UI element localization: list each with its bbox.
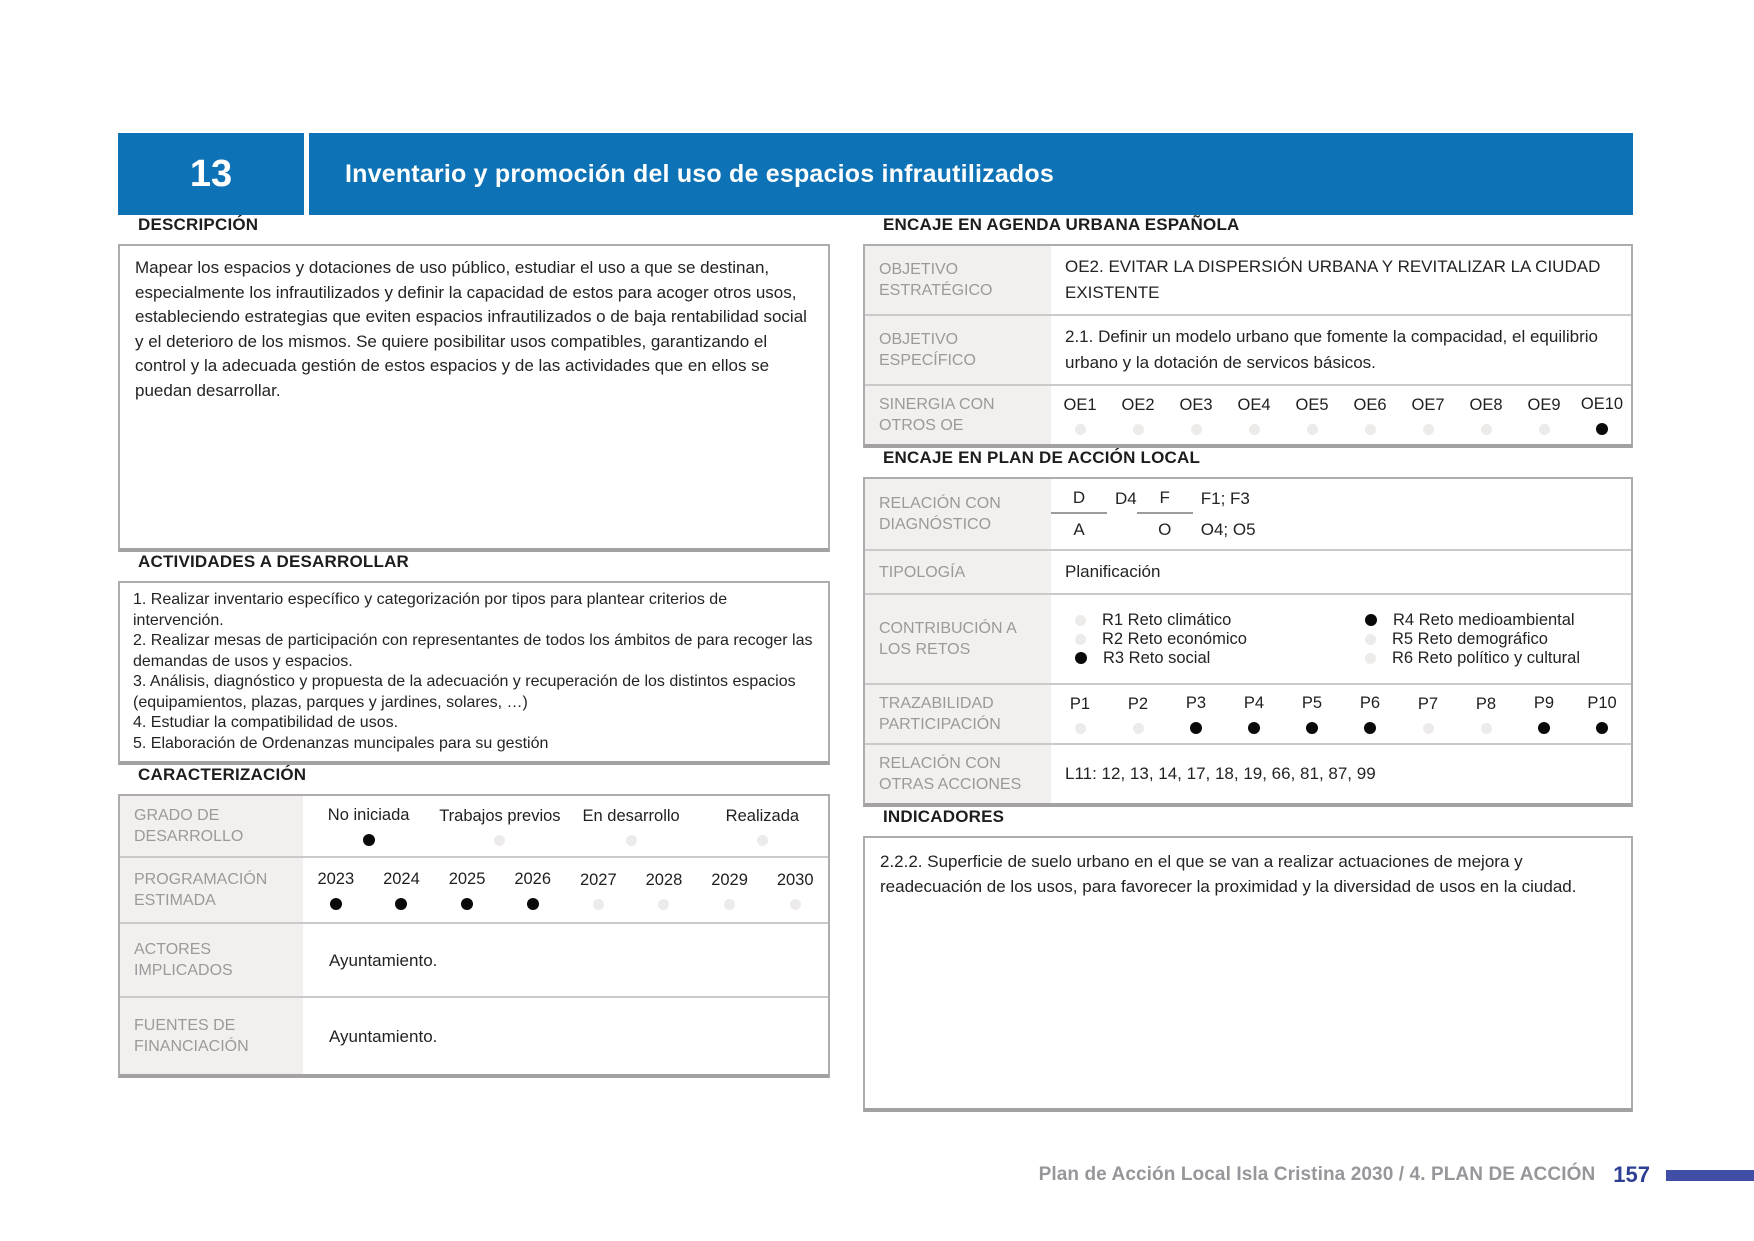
year-option [303, 862, 369, 918]
oe-dot [1539, 424, 1550, 435]
action-header [118, 133, 1633, 215]
reto-label: R4 Reto medioambiental [1393, 610, 1575, 629]
reto-option [1341, 630, 1631, 649]
tipologia-row [865, 549, 1631, 593]
oe-dot [1075, 424, 1086, 435]
sinergia-options [1051, 387, 1631, 443]
year-dot [527, 898, 539, 910]
p-dot [1190, 722, 1202, 734]
year-label: 2027 [579, 870, 617, 889]
grado-option-dot [626, 835, 637, 846]
p-option [1399, 687, 1457, 742]
oe-option [1051, 388, 1109, 443]
actividades-box [118, 581, 830, 765]
fuentes-value: Ayuntamiento. [329, 1026, 438, 1046]
oe-label: OE3 [1179, 395, 1213, 414]
grado-option [434, 799, 565, 854]
p-option [1109, 687, 1167, 742]
diagnostico-group [1051, 483, 1137, 545]
p-dot [1481, 723, 1492, 734]
reto-option [1341, 611, 1631, 630]
page-footer [1039, 1162, 1754, 1188]
oe-dot [1423, 424, 1434, 435]
grado-option-label: Realizada [725, 806, 800, 825]
year-dot [658, 899, 669, 910]
indicadores-heading: INDICADORES [883, 807, 1005, 826]
grado-option-dot [494, 835, 505, 846]
page-content [118, 215, 1633, 1112]
activity-item: 3. Análisis, diagnóstico y propuesta de la adecuación y recuperación de los distintos espacios (equipamientos, plazas, parques y jardines, solares, …) [133, 673, 796, 711]
diagnostico-group [1137, 483, 1256, 545]
trazabilidad-row [865, 683, 1631, 743]
grado-option-label: En desarrollo [582, 806, 680, 825]
reto-dot [1075, 652, 1087, 664]
activity-item: 5. Elaboración de Ordenanzas muncipales para su gestión [133, 734, 549, 752]
footer-accent-bar [1666, 1170, 1754, 1181]
page-number: 157 [1613, 1162, 1650, 1187]
p-dot [1248, 722, 1260, 734]
oe-label: OE7 [1411, 395, 1445, 414]
reto-dot [1075, 615, 1086, 626]
sinergia-label: SINERGIA CON OTROS OE [865, 386, 1051, 444]
reto-label: R2 Reto económico [1102, 629, 1247, 648]
diagnostico-value: O4; O5 [1200, 519, 1256, 539]
year-label: 2028 [645, 870, 683, 889]
p-option [1051, 687, 1109, 742]
year-dot [593, 899, 604, 910]
reto-label: R1 Reto climático [1102, 610, 1232, 629]
year-label: 2030 [776, 870, 814, 889]
year-label: 2024 [383, 870, 420, 888]
objetivo-estrategico-label: OBJETIVO ESTRATÉGICO [865, 246, 1051, 314]
action-title-bar [309, 133, 1633, 215]
year-label: 2025 [448, 870, 486, 888]
grado-option-dot [363, 834, 375, 846]
grado-option-label: Trabajos previos [439, 806, 561, 825]
year-label: 2026 [514, 870, 552, 888]
p-label: P10 [1587, 694, 1617, 712]
fuentes-row [120, 996, 828, 1074]
oe-dot [1191, 424, 1202, 435]
diagnostico-groups [1051, 479, 1631, 549]
p-label: P1 [1069, 694, 1091, 713]
footer-breadcrumb: Plan de Acción Local Isla Cristina 2030 / 4. PLAN DE ACCIÓN [1038, 1164, 1596, 1185]
reto-dot [1075, 634, 1086, 645]
p-label: P8 [1475, 694, 1497, 713]
programacion-years [303, 862, 828, 918]
grado-options [303, 798, 828, 854]
left-column [118, 215, 830, 1112]
p-option [1515, 686, 1573, 742]
p-dot [1364, 722, 1376, 734]
oe-option [1225, 388, 1283, 443]
year-dot [724, 899, 735, 910]
agenda-table [863, 244, 1633, 448]
year-dot [330, 898, 342, 910]
reto-option [1051, 649, 1341, 668]
p-label: P5 [1301, 694, 1323, 712]
p-dot [1133, 723, 1144, 734]
oe-label: OE8 [1469, 395, 1503, 414]
p-option [1457, 687, 1515, 742]
grado-option-label: No iniciada [327, 806, 410, 824]
diagnostico-key: D [1051, 483, 1107, 514]
fuentes-label: FUENTES DE FINANCIACIÓN [120, 998, 303, 1074]
oe-option [1457, 388, 1515, 443]
oe-dot [1481, 424, 1492, 435]
p-option [1341, 686, 1399, 742]
oe-label: OE4 [1237, 395, 1271, 414]
activity-item: 2. Realizar mesas de participación con representantes de todos los ámbitos de para recoger las demandas de usos y espacios. [133, 632, 813, 670]
retos-row [865, 593, 1631, 683]
reto-dot [1365, 653, 1376, 664]
diagnostico-key: F [1137, 483, 1193, 514]
otras-acciones-label: RELACIÓN CON OTRAS ACCIONES [865, 745, 1051, 803]
p-option [1167, 686, 1225, 742]
objetivo-especifico-label: OBJETIVO ESPECÍFICO [865, 316, 1051, 384]
objetivo-estrategico-row [865, 246, 1631, 314]
trazabilidad-label: TRAZABILIDAD PARTICIPACIÓN [865, 685, 1051, 743]
oe-option [1515, 388, 1573, 443]
p-dot [1075, 723, 1086, 734]
diagnostico-label: RELACIÓN CON DIAGNÓSTICO [865, 479, 1051, 549]
objetivo-estrategico-value: OE2. EVITAR LA DISPERSIÓN URBANA Y REVITALIZAR LA CIUDAD EXISTENTE [1065, 257, 1601, 302]
oe-option [1573, 387, 1631, 443]
grado-option-dot [757, 835, 768, 846]
year-dot [461, 898, 473, 910]
tipologia-label: TIPOLOGÍA [865, 551, 1051, 593]
p-dot [1306, 722, 1318, 734]
p-label: P6 [1359, 694, 1381, 712]
oe-option [1167, 388, 1225, 443]
oe-dot [1249, 424, 1260, 435]
oe-label: OE10 [1580, 395, 1624, 413]
objetivo-especifico-row [865, 314, 1631, 384]
oe-option [1283, 388, 1341, 443]
year-label: 2029 [711, 870, 748, 889]
p-option [1225, 686, 1283, 742]
year-dot [790, 899, 801, 910]
p-label: P4 [1243, 694, 1265, 712]
reto-option [1341, 649, 1631, 668]
oe-dot [1133, 424, 1144, 435]
activity-item: 1. Realizar inventario específico y categorización por tipos para plantear criterios de intervención. [133, 591, 728, 629]
indicadores-text: 2.2.2. Superficie de suelo urbano en el que se van a realizar actuaciones de mejora y readecuación de los usos, para favorecer la proximidad y la diversidad de usos en la ciudad. [880, 852, 1577, 896]
oe-option [1399, 388, 1457, 443]
year-option [369, 862, 435, 918]
otras-acciones-row [865, 743, 1631, 803]
p-label: P2 [1127, 694, 1149, 713]
grado-option [303, 798, 434, 854]
tipologia-value: Planificación [1065, 562, 1161, 581]
reto-label: R3 Reto social [1103, 648, 1211, 667]
oe-option [1341, 388, 1399, 443]
caracterizacion-heading: CARACTERIZACIÓN [138, 765, 307, 784]
p-label: P3 [1185, 694, 1207, 712]
oe-label: OE6 [1353, 395, 1387, 414]
right-column [863, 215, 1633, 1112]
oe-dot [1307, 424, 1318, 435]
p-label: P9 [1533, 694, 1555, 712]
actores-row [120, 922, 828, 996]
reto-label: R5 Reto demográfico [1392, 629, 1548, 648]
oe-option [1109, 388, 1167, 443]
grado-option [566, 799, 697, 854]
trazabilidad-options [1051, 686, 1631, 742]
grado-desarrollo-row [120, 796, 828, 856]
year-option [566, 863, 632, 918]
p-dot [1423, 723, 1434, 734]
year-label: 2023 [317, 870, 355, 888]
activity-item: 4. Estudiar la compatibilidad de usos. [133, 714, 399, 731]
actores-label: ACTORES IMPLICADOS [120, 924, 303, 996]
reto-dot [1365, 614, 1377, 626]
retos-options [1051, 603, 1631, 676]
year-dot [395, 898, 407, 910]
descripcion-box [118, 244, 830, 552]
oe-dot [1596, 423, 1608, 435]
year-option [631, 863, 697, 918]
sinergia-row [865, 384, 1631, 444]
actores-value: Ayuntamiento. [329, 950, 438, 970]
actividades-heading: ACTIVIDADES A DESARROLLAR [138, 552, 410, 571]
objetivo-especifico-value: 2.1. Definir un modelo urbano que fomente la compacidad, el equilibrio urbano y la dotación de servicos básicos. [1065, 327, 1598, 372]
grado-desarrollo-label: GRADO DE DESARROLLO [120, 796, 303, 856]
year-option [762, 863, 828, 918]
p-option [1283, 686, 1341, 742]
reto-label: R6 Reto político y cultural [1392, 648, 1581, 667]
year-option [500, 862, 566, 918]
oe-label: OE1 [1063, 395, 1097, 414]
reto-dot [1365, 634, 1376, 645]
diagnostico-row [865, 479, 1631, 549]
p-option [1573, 686, 1631, 742]
caracterizacion-table [118, 794, 830, 1078]
p-dot [1538, 722, 1550, 734]
oe-label: OE9 [1527, 395, 1561, 414]
retos-label: CONTRIBUCIÓN A LOS RETOS [865, 595, 1051, 683]
reto-option [1051, 630, 1341, 649]
grado-option [697, 799, 828, 854]
diagnostico-value: D4 [1115, 488, 1137, 508]
year-option [434, 862, 500, 918]
diagnostico-value: F1; F3 [1200, 488, 1250, 508]
action-number: 13 [118, 133, 304, 215]
diagnostico-key: O [1158, 519, 1172, 539]
oe-label: OE5 [1295, 395, 1329, 414]
otras-acciones-value: L11: 12, 13, 14, 17, 18, 19, 66, 81, 87, 99 [1065, 764, 1376, 783]
oe-dot [1365, 424, 1376, 435]
descripcion-text: Mapear los espacios y dotaciones de uso público, estudiar el uso a que se destinan, especialmente los infrautilizados y definir la capacidad de estos para acoger otros usos, estableciendo estrategias que eviten espacios infrautilizados o de baja rentabilidad social y el deterioro de los mismos. Se quiere posibilitar usos compatibles, garantizando el control y la adecuada gestión de estos espacios y de las actividades que en ellos se puedan desarrollar. [135, 258, 807, 400]
plan-heading: ENCAJE EN PLAN DE ACCIÓN LOCAL [883, 448, 1201, 467]
p-dot [1596, 722, 1608, 734]
programacion-label: PROGRAMACIÓN ESTIMADA [120, 858, 303, 922]
oe-label: OE2 [1121, 395, 1155, 414]
action-title: Inventario y promoción del uso de espacios infrautilizados [345, 159, 1054, 188]
reto-option [1051, 611, 1341, 630]
agenda-heading: ENCAJE EN AGENDA URBANA ESPAÑOLA [883, 215, 1240, 234]
descripcion-heading: DESCRIPCIÓN [138, 215, 259, 234]
p-label: P7 [1417, 694, 1439, 713]
year-option [697, 863, 763, 918]
diagnostico-key: A [1073, 519, 1085, 539]
programacion-row [120, 856, 828, 922]
plan-table [863, 477, 1633, 807]
indicadores-box [863, 836, 1633, 1112]
